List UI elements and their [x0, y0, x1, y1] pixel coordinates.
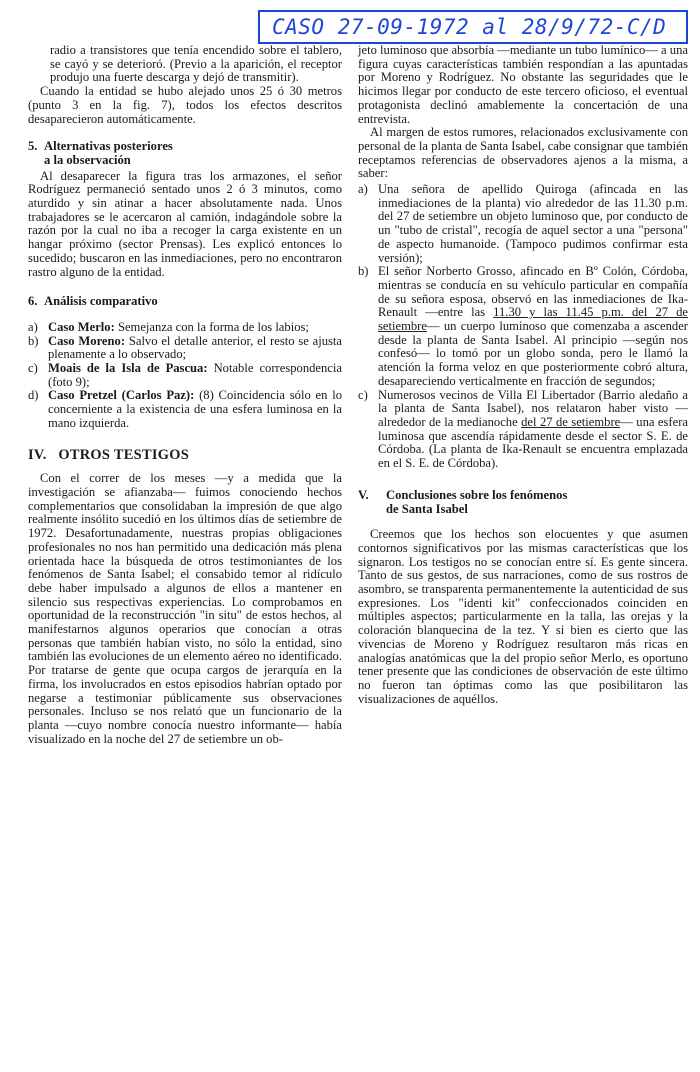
section-5-text: Al desaparecer la figura tras los armazones, el señor Rodríguez permaneció sentado unos 2 ó 3 minutos, como aturdido y sin atinar a hacer absolutamente nada. Unos trabajadores se le acercaron al camión, indagándole sobre la razón por la cual no iba a recoger la carga existente en un hangar próximo (sector Prensas). Les explicó entonces lo sucedido; buscaron en las inmediaciones, pero no encontraron rastro alguno de la entidad. — [28, 168, 342, 279]
underlined-time: 11.30 y las 11.45 p.m. del 27 de setiembre — [378, 305, 688, 334]
paragraph-luminous-object: jeto luminoso que absorbía —mediante un tubo lumínico— a una figura cuyas características también respondían a las apuntadas por Moreno y Rodríguez. No obstante las seguridades que le hicimos llegar por conducto de este tercero oficioso, el eventual protagonista declinó amablemente la concertación de una entrevista. — [358, 43, 688, 126]
comparison-item: c) Moais de la Isla de Pascua: Notable correspondencia (foto 9); — [28, 361, 342, 389]
section-5-number: 5. — [28, 139, 38, 154]
chapter-v-title-line1: Conclusiones sobre los fenómenos — [386, 487, 568, 502]
observer-item-c: c) Numerosos vecinos de Villa El Libertador (Barrio aledaño a la planta de Santa Isabel), nos relataron haber visto —alrededor de la medianoche del 27 de setiembre— una esfera luminosa que ascendía rápidamente desde el sector S. E. de Córdoba. (La planta de Ika-Renault se encuentra emplazada en el S. E. de Córdoba). — [358, 387, 688, 471]
section-5-title-line1: Alternativas posteriores — [44, 139, 173, 154]
underlined-date: del 27 de setiembre — [521, 414, 621, 429]
right-column — [358, 44, 688, 706]
chapter-v-title-line2: de Santa Isabel — [386, 501, 468, 516]
case-stamp: CASO 27-09-1972 al 28/9/72-C/D — [258, 10, 688, 44]
comparison-item: a) Caso Merlo: Semejanza con la forma de los labios; — [28, 319, 309, 334]
observer-item-b: b) El señor Norberto Grosso, afincado en Bº Colón, Córdoba, mientras se conducía en su vehículo particular en compañía de su señora esposa, observó en las inmediaciones de Ika-Renault —entre las 11.30 y las 11.45 p.m. del 27 de setiembre— un cuerpo luminoso que comenzaba a ascender desde la planta de Santa Isabel. Al principio —según nos confesó— lo tomó por un globo sonda, pero le llamó la atención la forma veloz en que posteriormente cobró altura, desapareciendo verticalmente en fracción de segundos; — [358, 264, 688, 388]
section-6-heading — [28, 295, 342, 309]
section-6-number: 6. — [28, 294, 38, 309]
observers-list — [358, 183, 688, 471]
paragraph-other-observers: Al margen de estos rumores, relacionados exclusivamente con personal de la planta de Santa Isabel, cabe consignar que también receptamos referencias de observadores ajenos a la misma, a saber: — [358, 125, 688, 181]
left-column — [28, 44, 342, 746]
chapter-iv-heading: IV. OTROS TESTIGOS — [28, 446, 190, 463]
comparison-item: d) Caso Pretzel (Carlos Paz): (8) Coincidencia sólo en lo concerniente a la existencia de una esfera luminosa en la mano izquierda. — [28, 388, 342, 430]
section-6-title: Análisis comparativo — [44, 294, 158, 309]
observer-item-a: a) Una señora de apellido Quiroga (afincada en las inmediaciones de la planta) vio alrededor de las 11.30 p.m. del 27 de setiembre un objeto luminoso que, por conducto de un "tubo de cristal", recogía de aquel sector a una "persona" de aspecto humanoide. (Tampoco pudimos confirmar esta versión); — [358, 182, 688, 265]
section-5-heading — [28, 140, 342, 167]
conclusion-text: Creemos que los hechos son elocuentes y que asumen contornos significativos por las mismas características que los signaron. Los testigos no se conocían entre sí. Es gente sincera. Tanto de sus gestos, de sus narraciones, como de sus rostros de asombro, se transparenta permanentemente la autenticidad de sus expresiones. Los "identi kit" confeccionados coinciden en múltiples aspectos; particularmente en la talla, las orejas y la coloración blanquecina de la tez. Y si bien es cierto que las vivencias de Moreno y Rodríguez resultaron más ricas en analogías anatómicas que la del propio señor Merlo, es oportuno tener presente que las condiciones de observación de este último no fueron tan óptimas como las que posibilitaron las visualizaciones de aquéllos. — [358, 527, 688, 706]
section-5-title-line2: a la observación — [44, 152, 131, 167]
comparison-item: b) Caso Moreno: Salvo el detalle anterior, el resto se ajusta plenamente a lo observado; — [28, 333, 343, 362]
chapter-v-heading — [358, 489, 688, 516]
paragraph-entity-departure: Cuando la entidad se hubo alejado unos 25 ó 30 metros (punto 3 en la fig. 7), todos los efectos descritos desaparecieron automáticamente. — [28, 84, 342, 126]
chapter-v-number: V. — [358, 487, 369, 502]
chapter-iv-text: Con el correr de los meses —y a medida que la investigación se afianzaba— fuimos conociendo hechos complementarios que consolidaban la impresión de que algo realmente insólito sucedió en los últimos días de setiembre de 1972. Desafortunadamente, nuestras propias obligaciones profesionales no nos han permitido una dedicación más plena orientada hace la búsqueda de otros testimoniantes de los fenómenos de Santa Isabel; el consabido temor al ridículo debe haber impulsado a algunos de ellos a mantener en silencio sus respectivas experiencias. Lo comprobamos en oportunidad de la reconstrucción "in situ" de estos hechos, al manifestarnos algunos operarios que conocían a otras personas que también habían visto, no sólo la entidad, sino también las evoluciones de un elemento aéreo no identificado. Por tratarse de gente que ocupa cargos de jerarquía en la firma, los involucrados en estos episodios habrían optado por negarse a testimoniar públicamente sus observaciones personales. Incluso se nos relató que un funcionario de la planta —cuyo nombre conocía nuestro informante— había visualizado en la noche del 27 de setiembre un ob- — [28, 471, 342, 746]
paragraph-radio: radio a transistores que tenía encendido sobre el tablero, se cayó y se deterioró. (Previo a la aparición, el receptor produjo una fuerte descarga y dejó de transmitir). — [50, 43, 342, 85]
comparison-list — [28, 321, 342, 431]
